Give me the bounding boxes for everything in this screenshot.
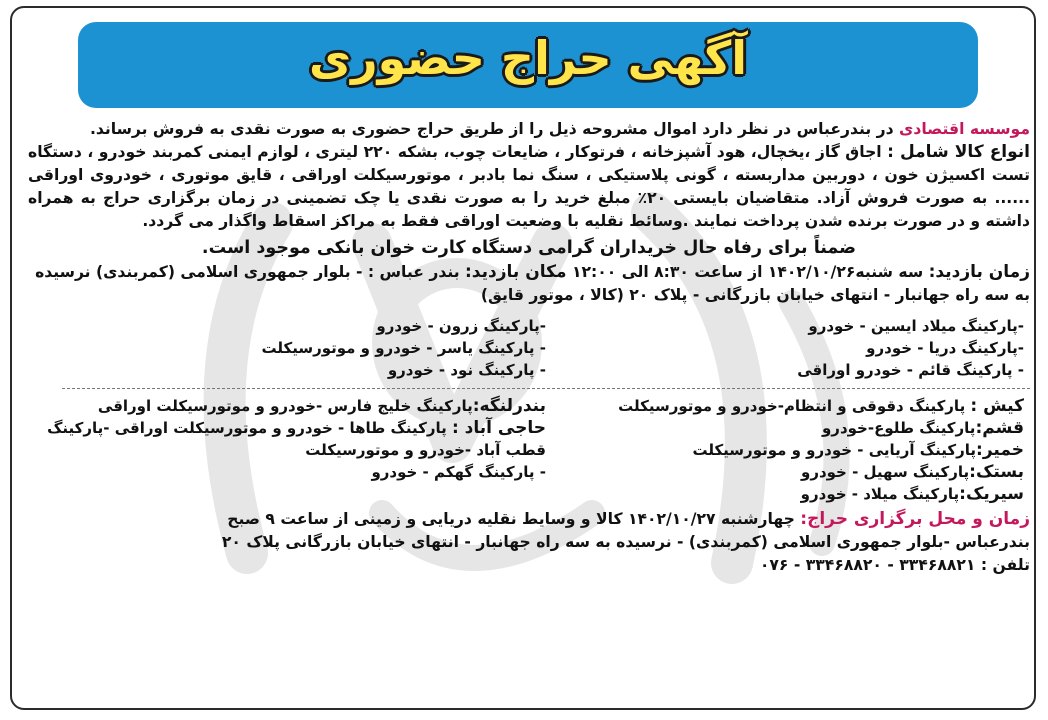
goods-paragraph [28,141,1030,233]
city-parkings [28,395,1030,505]
auction-phone: تلفن : ۳۳۴۶۸۸۲۱ - ۳۳۴۶۸۸۲۰ - ۰۷۶ [759,556,1030,574]
list-item [546,461,1024,483]
parking-list [28,315,1030,381]
list-item: - پارکینگ نود - خودرو [387,361,546,379]
visit-time-label: زمان بازدید: [928,262,1030,282]
title-banner [78,22,978,108]
city-label: بندرلنگه: [472,396,546,416]
auction-line-1 [28,508,1030,531]
parking-column-left [46,315,546,381]
city-label: بستک: [969,462,1024,482]
city-text: پارکینگ طاها - خودرو و موتورسیکلت اوراقی -پارکینگ [47,419,452,437]
list-item: -پارکینگ زرون - خودرو [376,317,546,335]
city-text: پارکینگ آریایی - خودرو و موتورسیکلت [692,441,977,459]
divider [62,388,1030,389]
list-item [546,395,1024,417]
city-column-right [546,395,1030,505]
list-item [546,417,1024,439]
city-column-left [46,395,546,505]
page-title: آگهی حراج حضوری [308,31,748,85]
auction-label: زمان و محل برگزاری حراج: [800,509,1030,529]
visit-place-label: مکان بازدید: [465,262,567,282]
auction-address: بندرعباس -بلوار جمهوری اسلامی (کمربندی) - نرسیده به سه راه جهانبار - انتهای خیابان بازرگانی پلاک ۲۰ [221,533,1030,551]
auction-info [28,508,1030,577]
visit-time: سه شنبه۱۴۰۲/۱۰/۲۶ از ساعت ۸:۳۰ الی ۱۲:۰۰ [566,263,929,281]
city-text: قطب آباد -خودرو و موتورسیکلت [305,441,546,459]
list-item [546,483,1024,505]
intro-paragraph [28,118,1030,141]
auction-time: چهارشنبه ۱۴۰۲/۱۰/۲۷ کالا و وسایط نقلیه دریایی و زمینی از ساعت ۹ صبح [227,510,801,528]
goods-label: انواع کالا شامل : [887,142,1031,162]
city-text: پارکینگ سهیل - خودرو [801,463,970,481]
city-text: پارکینگ خلیج فارس -خودرو و موتورسیکلت اوراقی [97,397,473,415]
city-text: پارکینگ میلاد - خودرو [800,485,960,503]
ad-body [28,118,1030,577]
city-label: کیش : [970,396,1024,416]
parking-column-right [546,315,1030,381]
intro-text: در بندرعباس در نظر دارد اموال مشروحه ذیل را از طریق حراج حضوری به صورت نقدی به فروش برساند. [89,120,900,138]
list-item: -پارکینگ میلاد ایسین - خودرو [808,317,1024,335]
list-item [46,439,546,461]
list-item: - پارکینگ قائم - خودرو اوراقی [797,361,1024,379]
city-label: خمیر: [976,440,1024,460]
list-item: - پارکینگ یاسر - خودرو و موتورسیکلت [261,339,546,357]
list-item [46,395,546,417]
ad-frame [10,6,1036,710]
list-item [46,461,546,483]
goods-text: اجاق گاز ،یخچال، هود آشپزخانه ، فرتوکار ، ضایعات چوب، بشکه ۲۲۰ لیتری ، لوازم ایمنی کمربند خودرو ، دستگاه تست اکسیژن خون ، دوربین مداربسته ، گونی پلاستیکی ، سنگ نما بادبر ، موتورسیکلت اوراقی ، قایق موتوری ، خودروی اوراقی ...... به صورت فروش آزاد. متقاضیان بایستی ۲۰٪ مبلغ خرید را به صورت نقدی یا چک تضمینی در زمان برگزاری حراج به همراه داشته و در صورت برنده شدن پرداخت نمایند .وسائط نقلیه با وضعیت اوراقی فقط به مراکز اسقاط واگذار می گردد. [28,143,1030,230]
list-item [546,439,1024,461]
city-label: سیریک: [959,484,1024,504]
city-label: حاجی آباد : [451,418,546,438]
city-text: - پارکینگ گهکم - خودرو [371,463,546,481]
bank-note: ضمناً برای رفاه حال خریداران گرامی دستگاه کارت خوان بانکی موجود است. [201,238,857,258]
city-text: پارکینگ دقوقی و انتظام-خودرو و موتورسیکلت [618,397,971,415]
city-text: پارکینگ طلوع-خودرو [821,419,976,437]
list-item: -پارکینگ دریا - خودرو [866,339,1024,357]
org-name: موسسه اقتصادی [899,120,1030,138]
visit-info [28,261,1030,307]
city-label: قشم: [975,418,1024,438]
visit-place: بندر عباس : - بلوار جمهوری اسلامی (کمربندی) نرسیده به سه راه جهانبار - انتهای خیابان بازرگانی - پلاک ۲۰ (کالا ، موتور قایق) [35,263,1030,304]
list-item [46,417,546,439]
